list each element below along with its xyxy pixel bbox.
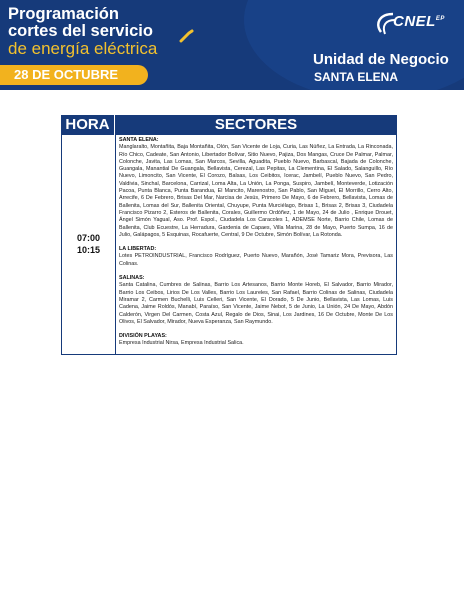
cell-bottom-spacer xyxy=(119,348,393,352)
title-line-2: cortes del servicio xyxy=(8,22,153,40)
cnel-logo xyxy=(373,10,453,44)
time-end: 10:15 xyxy=(76,245,101,256)
sectors-cell xyxy=(116,135,396,354)
section-body-la-libertad: Lotes PETROINDUSTRIAL, Francisco Rodríguez, Puerto Nuevo, Marañón, José Tamariz Mora, Previsora, Las Colinas. xyxy=(119,253,393,267)
logo-wordmark: $CNEL^{EP}$ xyxy=(393,13,445,30)
section-title-santa-elena: SANTA ELENA: xyxy=(119,137,159,143)
header-banner xyxy=(0,0,464,90)
title-line-3: de energía eléctrica xyxy=(8,39,158,58)
section-body-salinas: Santa Catalina, Cumbres de Salinas, Barrio Los Artesanos, Barrio Monte Horeb, El Salvador, Barrio Mirador, Barrio Los Ceibos, Lirios De Los Valles, Barrio Los Laureles, San Rafael, Barrio Colinas de Salinas, Ciudadela Miramar 2, Carmen Buchelli, Luis Celleri, San Vicente, El Dorado, 5 De Junio, Bellavista, Las Lomas, Luis Cadena, Jaime Roldós, Manabí, Paraíso, San Vicente, Jaime Nebot, 5 de Junio, La Unión, 24 De Mayo, Abdón Calderón, Virgen Del Carmen, Costa Azul, Regalo de Dios, Sinai, Los Jardines, 16 De Octubre, Monte De Los Olivos, El Salvador, Mirador, Nueva Esperanza, San Raymundo. xyxy=(119,282,393,325)
section-title-la-libertad: LA LIBERTAD: xyxy=(119,246,157,253)
business-unit-name: SANTA ELENA xyxy=(314,70,398,84)
date-badge xyxy=(0,65,148,85)
section-title-salinas: SALINAS: xyxy=(119,275,145,282)
table-row xyxy=(61,135,397,355)
section-body-division-playas: Empresa Industrial Nirsa, Empresa Industrial Salica. xyxy=(119,340,244,347)
schedule-table xyxy=(61,115,397,355)
column-header-hora: HORA xyxy=(61,115,115,135)
time-cell xyxy=(62,135,116,354)
title-line-1: Programación xyxy=(8,5,119,23)
date-label: 28 DE OCTUBRE xyxy=(14,67,119,82)
page-title xyxy=(8,6,157,57)
section-body-santa-elena: Manglaralto, Montañita, Baja Montañita, Olón, San Vicente de Loja, Curia, Las Núñez, La Entrada, La Rinconada, Río Chico, Cadeate, San Antonio, Libertador Bolívar, Sitio Nuevo, Pajiza, Dos Mangas, Cruce De Palmar, Palmar, Colonche, Javita, Las Lomas, San Marcos, Sevilla, Aguadita, Pueblo Nuevo, Barbascal, Bajada de Colonche, Guangala, Manantial De Guangala, Bellavista, Cerezal, Las Pepitas, La Clementina, El Salado, Salanguillo, Río Nuevo, Limoncito, San Vicente, El Corozo, Balsas, Los Ceibitos, Icerас, Jambelí, Pueblo Nuevo, San Pedro, Valdivia, Sinchal, Barcelona, Carrizal, Loma Alta, La Unión, La Ponga, Suspiro, Jambelí, Monteverde, Lotización Pacoa, Punta Blanca, Punta Barandua, El Mancito, Marenostro, San Pablo, San Miguel, El Morrillo, Cerro Alto, Arrecife, 6 De Febrero, Brisas Del Mar, Narcisa de Jesús, Primero De Mayo, 6 de Febrero, Bellavista, Lomas de Ballenita, Lomas del Sur, Ballenita Oriental, Chuyupe, Punta Murciélago, Brisas 1, Brisas 2, Brisas 3, Ciudadela Francisco Pizarro 2, Esteros de Ballenita, Corales, Guillermo Ordóñez, 1 de Mayo, 24 de Julio , Enrique Drouet, Ángel Simón Yagual, Aso. Prof. Espol., Ciudadela Los Caracoles 1, ADEMSE Norte, Barrio Chile, Lomas de Ballenita, Club Ecuestre, La Herradura, Gardenia de Capaes, Villa Marina, 28 de Mayo, Puerto Sumpa, 16 de Julio, Galápagos, 5 Esquinas, Rocafuerte, Central, 9 De Octubre, Simón Bolívar, La Rotonda. xyxy=(119,144,393,238)
swoosh-icon xyxy=(179,29,195,43)
section-title-division-playas: DIVISIÓN PLAYAS: xyxy=(119,333,167,340)
column-header-sectores: SECTORES xyxy=(214,116,298,133)
table-header xyxy=(61,115,397,135)
business-unit-title: Unidad de Negocio xyxy=(313,51,449,68)
time-start: 07:00 xyxy=(76,233,101,244)
